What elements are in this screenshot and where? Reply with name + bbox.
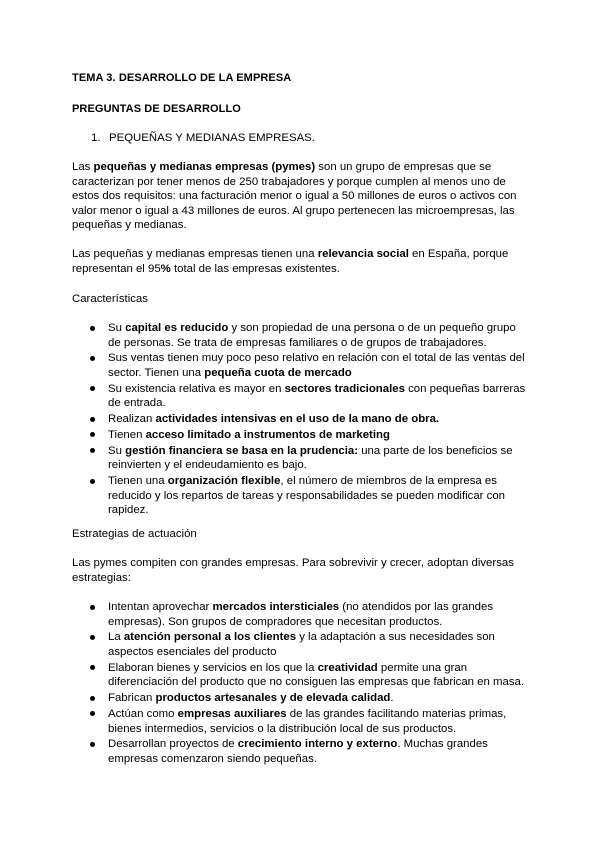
document-title: TEMA 3. DESARROLLO DE LA EMPRESA <box>72 72 292 84</box>
list-item: Tienen una organización flexible, el número de miembros de la empresa es reducido y los repartos de tareas y responsabilidades se pueden modificar con rapidez. <box>72 474 528 518</box>
strategies-heading: Estrategias de actuación <box>72 528 197 540</box>
list-item: Actúan como empresas auxiliares de las grandes facilitando materias primas, bienes intermedios, servicios o la distribución local de sus productos. <box>72 707 528 736</box>
bullet-icon <box>90 356 95 361</box>
bullet-icon <box>90 742 95 747</box>
list-item: Tienen acceso limitado a instrumentos de marketing <box>72 428 528 443</box>
section-title: PEQUEÑAS Y MEDIANAS EMPRESAS. <box>109 132 315 144</box>
list-item: Intentan aprovechar mercados intersticiales (no atendidos por las grandes empresas). Son grupos de compradores que necesitan productos. <box>72 600 528 629</box>
bullet-icon <box>90 448 95 453</box>
characteristics-list <box>72 321 528 519</box>
list-item: Fabrican productos artesanales y de elevada calidad. <box>72 691 528 706</box>
list-item: Su capital es reducido y son propiedad de una persona o de un pequeño grupo de personas. Se trata de empresas familiares o de grupos de trabajadores. <box>72 321 528 350</box>
bullet-icon <box>90 432 95 437</box>
list-item: La atención personal a los clientes y la adaptación a sus necesidades son aspectos esenciales del producto <box>72 630 528 659</box>
list-item: Sus ventas tienen muy poco peso relativo en relación con el total de las ventas del sector. Tienen una pequeña cuota de mercado <box>72 351 528 380</box>
strategies-intro: Las pymes compiten con grandes empresas. Para sobrevivir y crecer, adoptan diversas estrategias: <box>72 557 514 584</box>
characteristics-heading: Características <box>72 293 148 305</box>
intro-paragraph-2: Las pequeñas y medianas empresas tienen una relevancia social en España, porque representan el 95% total de las empresas existentes. <box>72 248 509 275</box>
intro-paragraph-1: Las pequeñas y medianas empresas (pymes) son un grupo de empresas que se caracterizan por tener menos de 250 trabajadores y porque cumplen al menos uno de estos dos requisitos: una facturación menor o igual a 50 millones de euros o activos con valor menor o igual a 43 millones de euros. Al grupo pertenecen las microempresas, las pequeñas y medianas. <box>72 161 517 232</box>
list-item: Realizan actividades intensivas en el uso de la mano de obra. <box>72 412 528 427</box>
section-number: 1. <box>91 132 101 144</box>
bullet-icon <box>90 605 95 610</box>
section-heading <box>91 131 511 146</box>
pymes-term: pequeñas y medianas empresas (pymes) <box>93 161 316 173</box>
bullet-icon <box>90 635 95 640</box>
list-item: Su gestión financiera se basa en la prudencia: una parte de los beneficios se reinvierten y el endeudamiento es bajo. <box>72 444 528 473</box>
list-item: Desarrollan proyectos de crecimiento interno y externo. Muchas grandes empresas comenzaron siendo pequeñas. <box>72 737 528 766</box>
bullet-icon <box>90 386 95 391</box>
bullet-icon <box>90 479 95 484</box>
list-item: Elaboran bienes y servicios en los que la creatividad permite una gran diferenciación del producto que no consiguen las empresas que fabrican en masa. <box>72 661 528 690</box>
strategies-list <box>72 600 528 768</box>
document-subtitle: PREGUNTAS DE DESARROLLO <box>72 103 241 115</box>
list-item: Su existencia relativa es mayor en sectores tradicionales con pequeñas barreras de entrada. <box>72 382 528 411</box>
bullet-icon <box>90 711 95 716</box>
bullet-icon <box>90 326 95 331</box>
bullet-icon <box>90 696 95 701</box>
bullet-icon <box>90 665 95 670</box>
bullet-icon <box>90 417 95 422</box>
